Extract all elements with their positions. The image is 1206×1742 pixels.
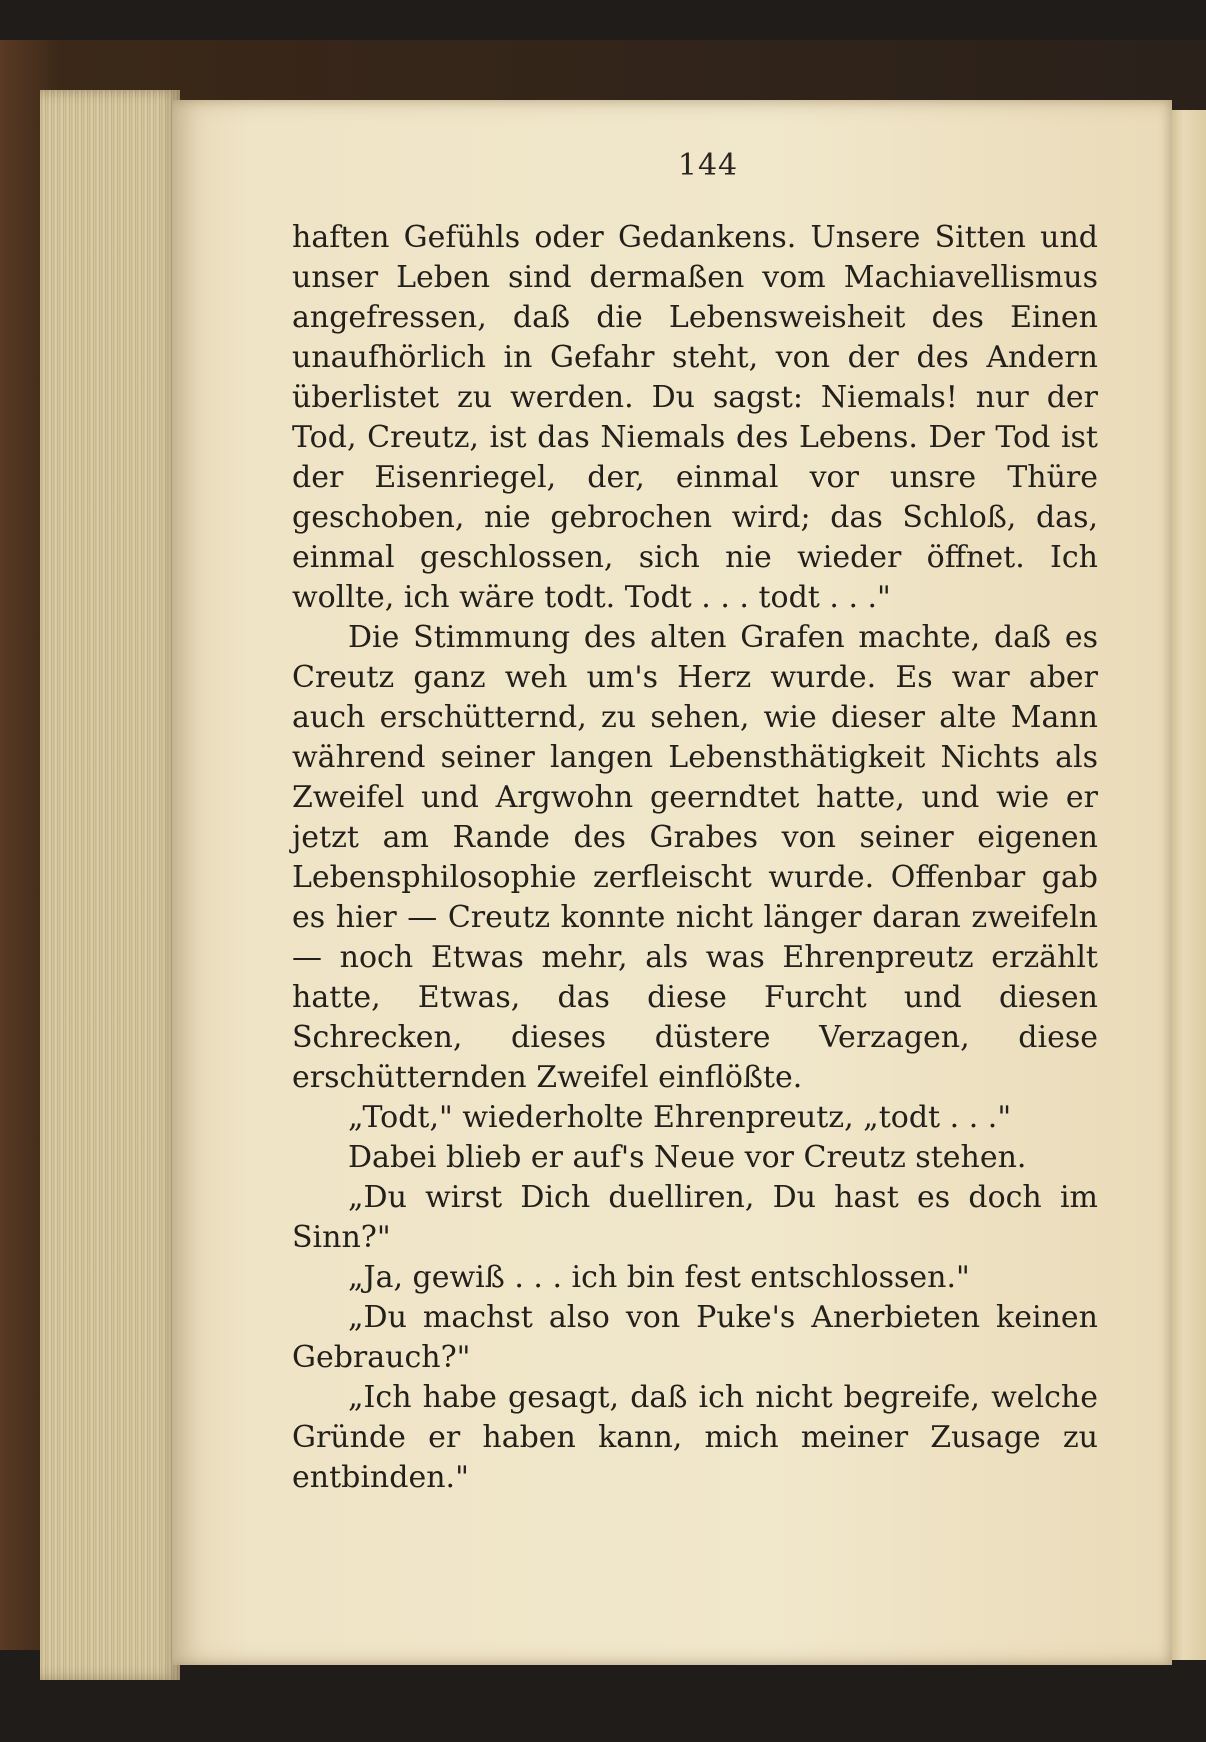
facing-page-edge — [1168, 110, 1206, 1660]
page-text — [292, 218, 1098, 1498]
page-number: 144 — [677, 148, 739, 183]
paragraph-5: „Du wirst Dich duelliren, Du hast es doch im Sinn?" — [292, 1180, 1098, 1255]
paragraph-2: Die Stimmung des alten Grafen machte, daß es Creutz ganz weh um's Herz wurde. Es war aber auch erschütternd, zu sehen, wie dieser alte Mann während seiner langen Lebensthätigkeit Nichts als Zweifel und Argwohn geerndtet hatte, und wie er jetzt am Rande des Grabes von seiner eigenen Lebensphilosophie zerfleischt wurde. Offenbar gab es hier — Creutz konnte nicht länger daran zweifeln — noch Etwas mehr, als was Ehrenpreutz erzählt hatte, Etwas, das diese Furcht und diesen Schrecken, dieses düstere Verzagen, diese erschütternden Zweifel einflößte. — [292, 620, 1098, 1095]
paragraph-3: „Todt," wiederholte Ehrenpreutz, „todt . . ." — [348, 1100, 1012, 1135]
paragraph-4: Dabei blieb er auf's Neue vor Creutz stehen. — [348, 1140, 1027, 1175]
paragraph-7: „Du machst also von Puke's Anerbieten keinen Gebrauch?" — [292, 1300, 1098, 1375]
paragraph-8: „Ich habe gesagt, daß ich nicht begreife, welche Gründe er haben kann, mich meiner Zusage zu entbinden." — [292, 1380, 1098, 1495]
page-edges — [40, 90, 180, 1680]
paragraph-6: „Ja, gewiß . . . ich bin fest entschlossen." — [348, 1260, 970, 1295]
paragraph-1: haften Gefühls oder Gedankens. Unsere Sitten und unser Leben sind dermaßen vom Machiavellismus angefressen, daß die Lebensweisheit des Einen unaufhörlich in Gefahr steht, von der des Andern überlistet zu werden. Du sagst: Niemals! nur der Tod, Creutz, ist das Niemals des Lebens. Der Tod ist der Eisenriegel, der, einmal vor unsre Thüre geschoben, nie gebrochen wird; das Schloß, das, einmal geschlossen, sich nie wieder öffnet. Ich wollte, ich wäre todt. Todt . . . todt . . ." — [292, 220, 1098, 615]
